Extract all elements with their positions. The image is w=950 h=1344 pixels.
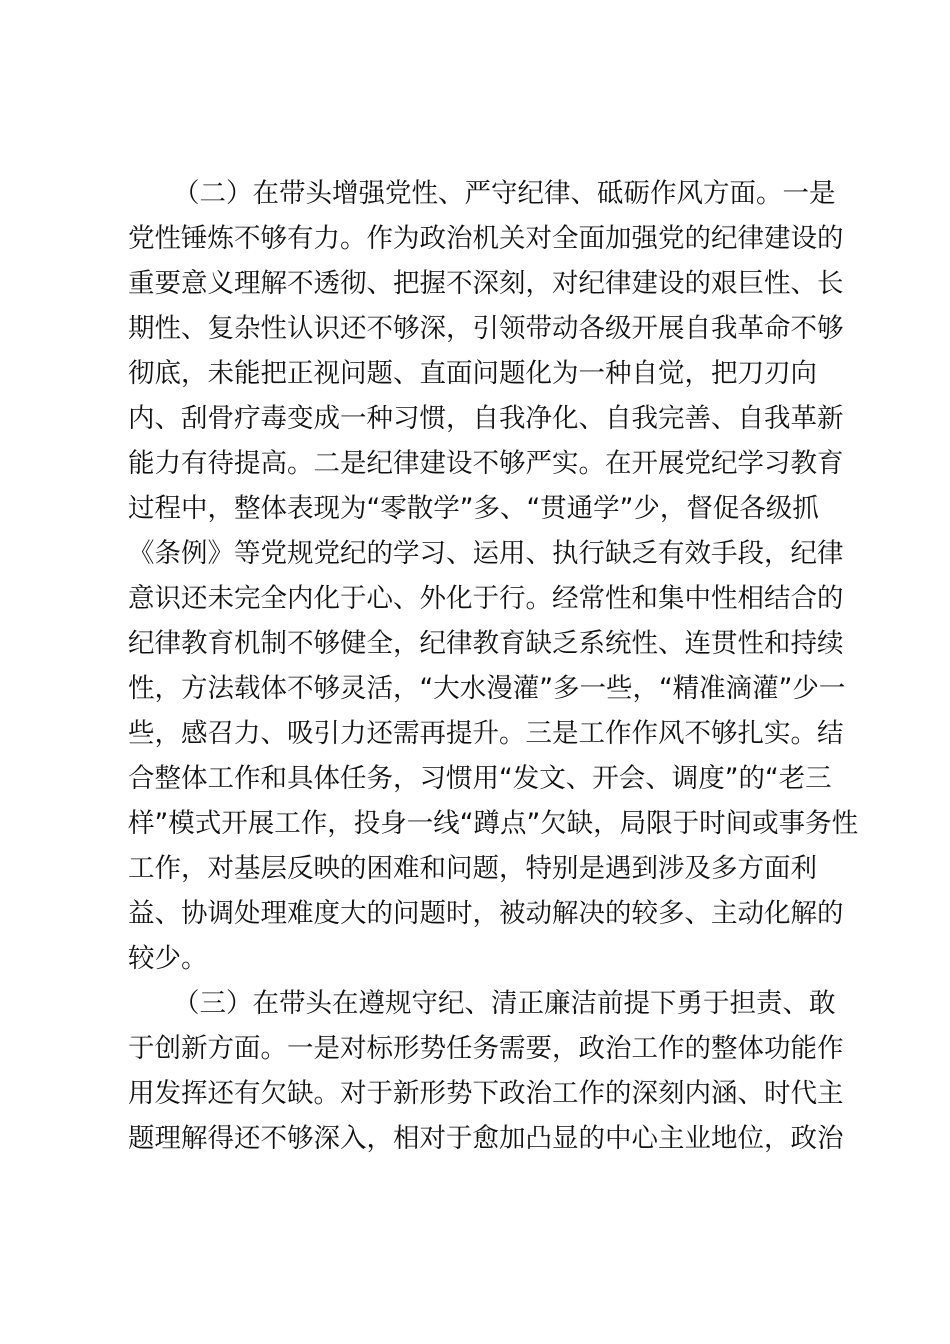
paragraph-3-line-3: 用发挥还有欠缺。对于新形势下政治工作的深刻内涵、时代主 <box>128 1078 844 1109</box>
paragraph-2-line-16: 工作，对基层反映的困难和问题，特别是遇到涉及多方面利 <box>128 853 817 884</box>
paragraph-2-line-4: 期性、复杂性认识还不够深，引领带动各级开展自我革命不够 <box>128 313 844 344</box>
paragraph-2-line-13: 些，感召力、吸引力还需再提升。三是工作作风不够扎实。结 <box>128 718 844 749</box>
paragraph-3-line-4: 题理解得还不够深入，相对于愈加凸显的中心主业地位，政治 <box>128 1123 844 1154</box>
paragraph-2-line-2: 党性锤炼不够有力。作为政治机关对全面加强党的纪律建设的 <box>128 223 844 254</box>
paragraph-2-line-15: 样”模式开展工作，投身一线“蹲点”欠缺，局限于时间或事务性 <box>128 808 859 839</box>
paragraph-3-line-2: 于创新方面。一是对标形势任务需要，政治工作的整体功能作 <box>128 1033 844 1064</box>
paragraph-2-line-8: 过程中，整体表现为“零散学”多、“贯通学”少，督促各级抓 <box>128 493 819 524</box>
paragraph-2-line-3: 重要意义理解不透彻、把握不深刻，对纪律建设的艰巨性、长 <box>128 268 844 299</box>
paragraph-2-line-17: 益、协调处理难度大的问题时，被动解决的较多、主动化解的 <box>128 898 844 929</box>
paragraph-2-line-7: 能力有待提高。二是纪律建设不够严实。在开展党纪学习教育 <box>128 448 844 479</box>
paragraph-2-line-11: 纪律教育机制不够健全，纪律教育缺乏系统性、连贯性和持续 <box>128 628 844 659</box>
paragraph-2-line-12: 性，方法载体不够灵活，“大水漫灌”多一些，“精准滴灌”少一 <box>128 673 846 704</box>
paragraph-2-line-5: 彻底，未能把正视问题、直面问题化为一种自觉，把刀刃向 <box>128 358 817 389</box>
paragraph-2-line-10: 意识还未完全内化于心、外化于行。经常性和集中性相结合的 <box>128 583 844 614</box>
paragraph-2-line-18: 较少。 <box>128 943 208 974</box>
paragraph-2-line-9: 《条例》等党规党纪的学习、运用、执行缺乏有效手段，纪律 <box>128 538 844 569</box>
paragraph-3-line-1: （三）在带头在遵规守纪、清正廉洁前提下勇于担责、敢 <box>173 988 836 1019</box>
paragraph-2-line-14: 合整体工作和具体任务，习惯用“发文、开会、调度”的“老三 <box>128 763 832 794</box>
paragraph-2-line-6: 内、刮骨疗毒变成一种习惯，自我净化、自我完善、自我革新 <box>128 403 844 434</box>
paragraph-2-line-1: （二）在带头增强党性、严守纪律、砥砺作风方面。一是 <box>173 178 836 209</box>
